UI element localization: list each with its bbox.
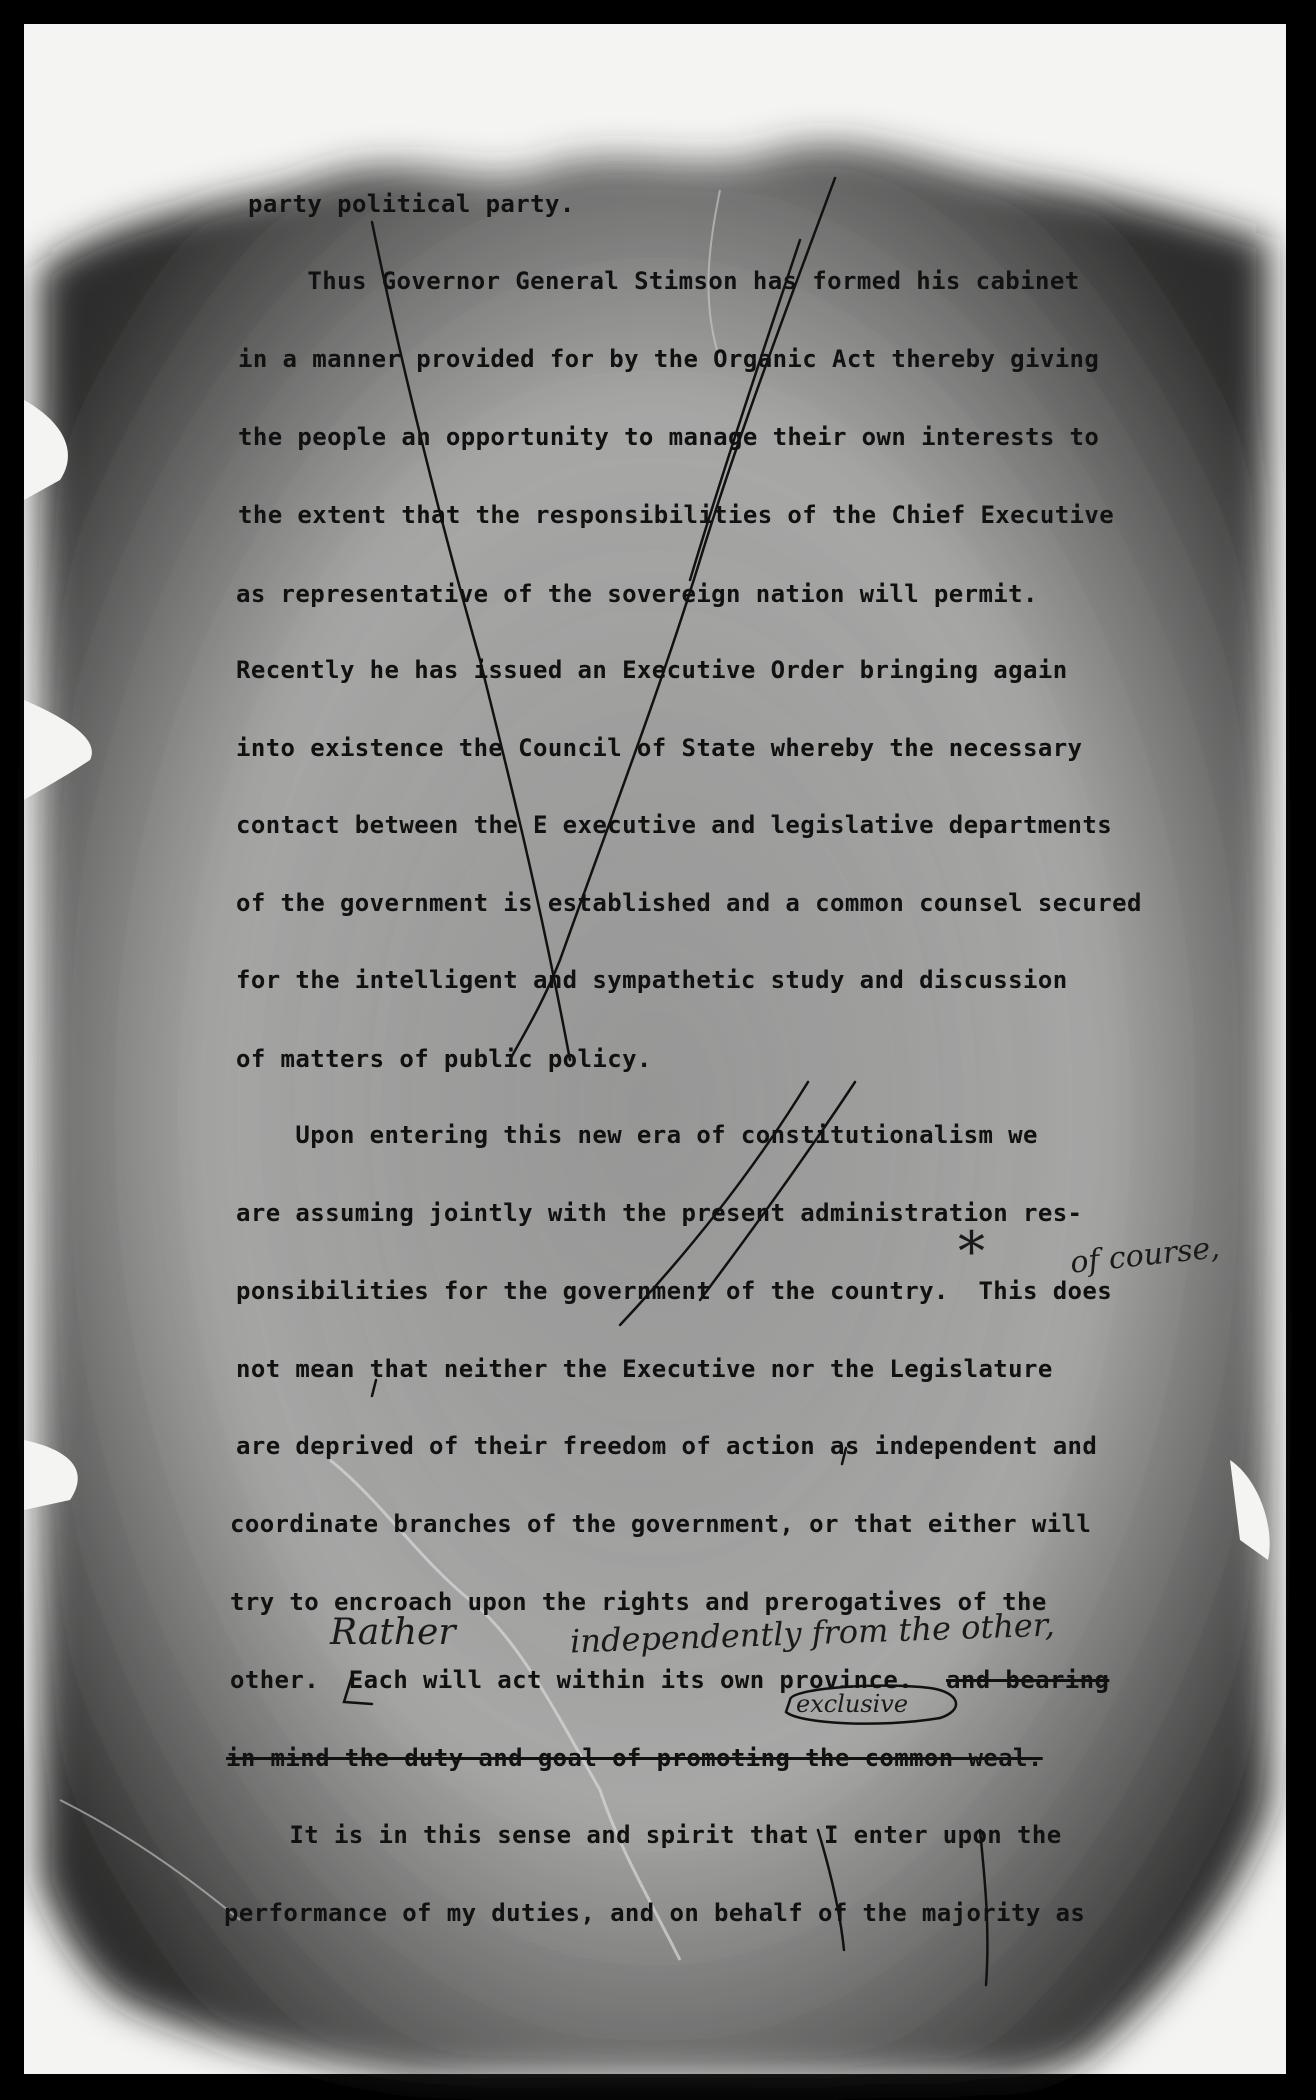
text-line-19: try to encroach upon the rights and prerogatives of the <box>230 1588 1047 1616</box>
text-line-15: ponsibilities for the government of the country. This does <box>236 1277 1113 1305</box>
text-line-13: Upon entering this new era of constitutionalism we <box>236 1121 1038 1149</box>
text-line-18: coordinate branches of the government, or that either will <box>230 1510 1092 1538</box>
handwritten-exclusive: exclusive <box>796 1690 909 1718</box>
text-line-6: as representative of the sovereign nation will permit. <box>236 580 1038 608</box>
handwritten-of-course: of course, <box>1068 1230 1222 1281</box>
text-line-7: Recently he has issued an Executive Order bringing again <box>236 656 1068 684</box>
text-line-14: are assuming jointly with the present administration res- <box>236 1199 1083 1227</box>
text-line-17: are deprived of their freedom of action as independent and <box>236 1432 1098 1460</box>
handwritten-rather: Rather <box>330 1612 456 1653</box>
handwritten-independently: independently from the other, <box>569 1605 1056 1661</box>
text-line-21-struck: in mind the duty and goal of promoting the common weal. <box>226 1744 1043 1772</box>
text-line-16: not mean that neither the Executive nor the Legislature <box>236 1355 1053 1383</box>
text-line-8: into existence the Council of State whereby the necessary <box>236 734 1083 762</box>
handwritten-asterisk: * <box>958 1220 985 1283</box>
text-line-1: party political party. <box>248 190 575 218</box>
text-line-22: It is in this sense and spirit that I enter upon the <box>230 1821 1062 1849</box>
text-line-20: other. Each will act within its own province. <box>230 1666 914 1694</box>
text-line-10: of the government is established and a common counsel secured <box>236 889 1142 917</box>
text-line-2: Thus Governor General Stimson has formed his cabinet <box>248 267 1080 295</box>
text-line-12: of matters of public policy. <box>236 1045 652 1073</box>
text-line-3: in a manner provided for by the Organic Act thereby giving <box>238 345 1100 373</box>
text-line-9: contact between the E executive and legislative departments <box>236 811 1113 839</box>
text-line-23: performance of my duties, and on behalf of the majority as <box>224 1899 1086 1927</box>
text-line-11: for the intelligent and sympathetic study and discussion <box>236 966 1068 994</box>
text-line-5: the extent that the responsibilities of the Chief Executive <box>238 501 1115 529</box>
struck-text-and-bearing: and bearing <box>946 1666 1110 1694</box>
text-line-4: the people an opportunity to manage their own interests to <box>238 423 1100 451</box>
